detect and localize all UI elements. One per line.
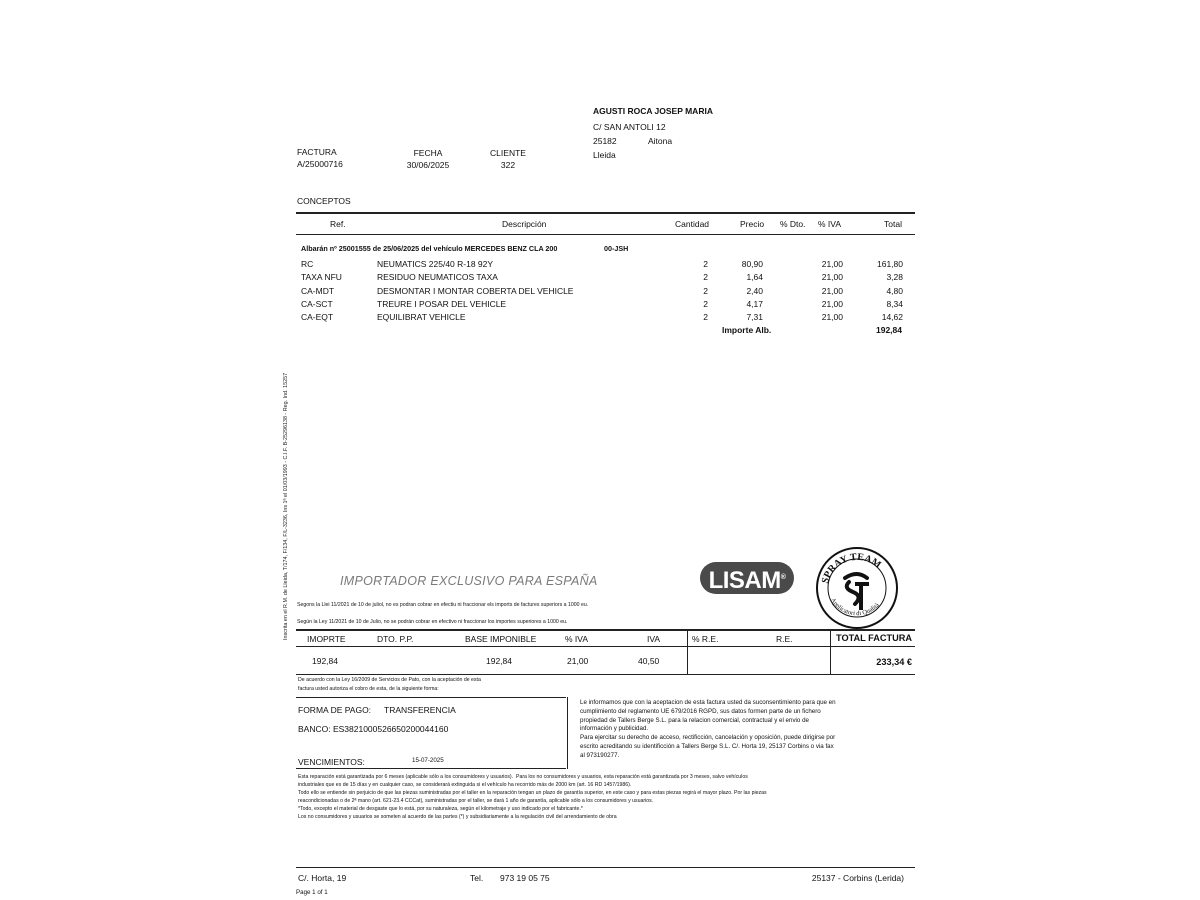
row-total: 161,80	[877, 259, 903, 269]
legal-catalan: Segons la Llei 11/2021 de 10 de juliol, no es podran cobrar en efectiu ni fraccionar els imports de factures superiors a 1000 eu.	[297, 602, 589, 608]
totals-base-label: BASE IMPONIBLE	[465, 634, 537, 644]
totals-imprte-value: 192,84	[312, 656, 338, 666]
page-indicator: Page 1 of 1	[296, 889, 328, 896]
col-total: Total	[884, 219, 902, 229]
row-description: DESMONTAR I MONTAR COBERTA DEL VEHICLE	[377, 285, 574, 296]
client-postcode: 25182	[593, 136, 617, 146]
svg-text:Applicatori di Qualità: Applicatori di Qualità	[828, 596, 881, 618]
footer-rule	[296, 867, 915, 868]
totals-iva-value: 40,50	[638, 656, 660, 666]
row-iva: 21,00	[821, 312, 843, 323]
conceptos-title: CONCEPTOS	[297, 196, 351, 206]
row-iva: 21,00	[821, 272, 843, 283]
row-price: 7,31	[746, 312, 763, 323]
row-quantity: 2	[703, 259, 708, 269]
banco-account: BANCO: ES3821000526650200044160	[298, 724, 449, 734]
col-ref: Ref.	[330, 219, 346, 229]
row-total: 3,28	[886, 272, 903, 283]
row-iva: 21,00	[821, 298, 843, 309]
row-description: TREURE I POSAR DEL VEHICLE	[377, 298, 507, 309]
footer-address: C/. Horta, 19	[298, 873, 347, 883]
row-total: 8,34	[886, 298, 903, 309]
client-name: AGUSTI ROCA JOSEP MARIA	[593, 106, 713, 116]
row-description: NEUMATICS 225/40 R-18 92Y	[377, 259, 494, 269]
row-ref: TAXA NFU	[301, 272, 342, 283]
footer-tel-value: 973 19 05 75	[500, 873, 550, 883]
row-quantity: 2	[703, 298, 708, 309]
row-ref: CA-SCT	[301, 298, 333, 309]
row-quantity: 2	[703, 285, 708, 296]
vehicle-plate: 00-JSH	[604, 244, 629, 253]
totals-pre-label: % R.E.	[692, 634, 719, 644]
totals-bottom-rule	[296, 674, 915, 675]
cliente-label: CLIENTE	[490, 148, 526, 158]
footer-city: 25137 - Corbins (Lerida)	[811, 873, 904, 883]
footer-tel-label: Tel.	[470, 873, 484, 883]
row-quantity: 2	[703, 272, 708, 283]
total-factura-value: 233,34 €	[876, 657, 912, 667]
row-price: 4,17	[746, 298, 763, 309]
albaran-line: Albarán nº 25001555 de 25/06/2025 del vehículo MERCEDES BENZ CLA 200	[301, 244, 558, 253]
col-iva: % IVA	[818, 219, 841, 229]
totals-piva-label: % IVA	[565, 634, 588, 644]
row-description: EQUILIBRAT VEHICLE	[377, 312, 466, 323]
totals-re-label: R.E.	[776, 634, 793, 644]
legal-spanish: Según la Ley 11/2021 de 10 de Julio, no se podrán cobrar en efectivo ni fraccionar los importes superiores a 1000 eu.	[297, 619, 568, 625]
importe-alb-value: 192,84	[876, 325, 902, 335]
lisam-logo: LISAM®	[700, 562, 794, 594]
vencimientos-label: VENCIMIENTOS:	[298, 757, 365, 767]
row-total: 14,62	[881, 312, 903, 323]
col-descripcion: Descripción	[502, 219, 547, 229]
row-description: RESIDUO NEUMATICOS TAXA	[377, 272, 498, 283]
forma-pago-value: TRANSFERENCIA	[384, 705, 456, 715]
row-price: 1,64	[746, 272, 763, 283]
totals-imprte-label: IMOPRTE	[307, 634, 346, 644]
totals-divider-1	[687, 629, 688, 675]
row-iva: 21,00	[821, 259, 843, 269]
row-ref: CA-EQT	[301, 312, 334, 323]
row-ref: RC	[301, 259, 314, 269]
vencimientos-rule	[296, 768, 566, 769]
payment-rule	[296, 697, 566, 698]
payment-intro: De acuerdo con la Ley 16/2009 de Servicios de Pato, con la aceptación de esta factura usted autoriza el cobro de esta, de la siguiente forma:	[298, 677, 481, 692]
row-quantity: 2	[703, 312, 708, 323]
totals-piva-value: 21,00	[567, 656, 589, 666]
warranty-notice: Esta reparación está garantizada por 6 meses (aplicable sólo a los consumidores y usuarios). Para los no consumidores y usuarios, esta reparación está garantizada por 3 meses, salvo vehículos industriales que es de 15 días y en cualquier caso, se considerará extinguida si el vehículo ha recorrido más de 2000 km (art. 16 RD 1457/1986). Todo ello se entiende sin perjuicio de que las piezas suministradas por el taller en la reparación tengan un plazo de garantía superior, en este caso y para estas piezas regirá el mayor plazo. Por las piezas reacondicionadas o de 2ª mano (art. 621-23.4 CCCat), suministradas por el taller, se dará 1 año de garantía, aplicable sólo a los consumidores y usuarios. *Todo, excepto el material de desgaste que lo está, por su naturaleza, según el kilometraje y uso indicado por el fabricante.* Los no consumidores y usuarios se someten al acuerdo de las partes (*) y subsidiariamente a la regulación civil del arrendamiento de obra	[298, 774, 767, 820]
client-province: Lleida	[593, 150, 616, 160]
row-price: 2,40	[746, 285, 763, 296]
col-dto: % Dto.	[780, 219, 806, 229]
cliente-value: 322	[500, 160, 516, 170]
totals-base-value: 192,84	[486, 656, 512, 666]
totals-header-rule	[296, 646, 915, 647]
col-precio: Precio	[740, 219, 765, 229]
table-top-rule	[296, 212, 915, 214]
client-street: C/ SAN ANTOLI 12	[593, 122, 666, 132]
fecha-label: FECHA	[413, 148, 443, 158]
totals-dto-label: DTO. P.P.	[377, 634, 414, 644]
row-iva: 21,00	[821, 285, 843, 296]
importe-alb-label: Importe Alb.	[722, 325, 772, 335]
row-ref: CA-MDT	[301, 285, 335, 296]
forma-pago-label: FORMA DE PAGO:	[298, 705, 372, 715]
importer-text: IMPORTADOR EXCLUSIVO PARA ESPAÑA	[340, 574, 598, 588]
fecha-value: 30/06/2025	[406, 160, 450, 170]
vencimientos-value: 15-07-2025	[412, 757, 444, 764]
totals-divider-2	[830, 629, 831, 675]
totals-top-rule	[296, 629, 915, 631]
privacy-notice: Le informamos que con la aceptacion de esta factura usted da suconsentimiento para que en cumplimiento del reglamento UE 679/2016 RGPD, sus datos formen parte de un fichero propiedad de Tallers Berge S.L. para la relacion comercial, contractual y el envio de información y publicidad. Para ejercitar su derecho de acceso, rectificción, cancelación y oposición, puede dirigirse por escrito acreditando su identificción a Tallers Berge S.L. C/. Horta 19, 25137 Corbins o via fax al 973190277.	[580, 699, 836, 759]
total-factura-label: TOTAL FACTURA	[836, 633, 913, 643]
factura-number: A/25000716	[297, 159, 343, 169]
totals-iva-label: IVA	[647, 634, 661, 644]
registry-side-note: Inscrita en el R.M. de Lleida, T/174, F/134, F/L-3236, Ins 1ª el 01/03/1993 - C.I.F. B-25296138 - Reg. Ind. 15257	[283, 372, 289, 640]
spray-team-seal-icon	[815, 546, 899, 630]
lisam-logo-text: LISAM	[708, 567, 781, 594]
row-price: 80,90	[741, 259, 763, 269]
table-header-rule	[296, 234, 915, 235]
row-total: 4,80	[886, 285, 903, 296]
client-town: Aitona	[648, 136, 673, 146]
factura-label: FACTURA	[297, 147, 337, 157]
svg-text:SPRAY TEAM: SPRAY TEAM	[819, 551, 884, 585]
privacy-divider	[567, 697, 568, 769]
col-cantidad: Cantidad	[675, 219, 710, 229]
